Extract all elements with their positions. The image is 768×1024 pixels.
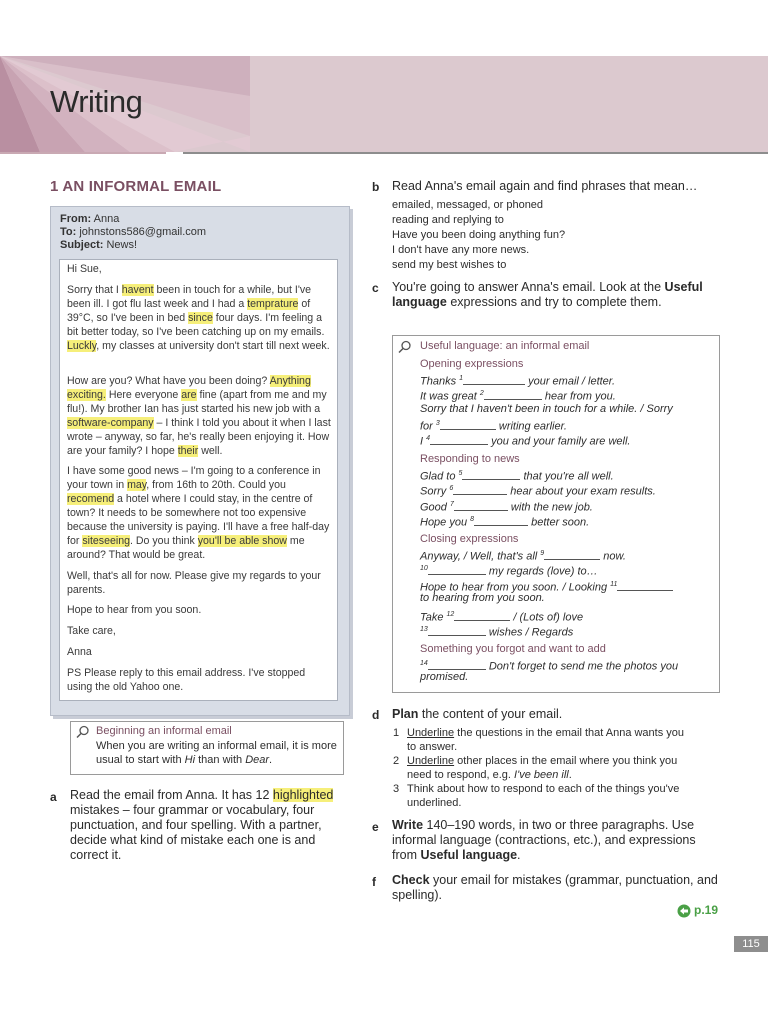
email-signature: Anna (67, 646, 92, 658)
text: Glad to (420, 470, 459, 483)
text: I (420, 435, 427, 448)
text: Sorry (420, 485, 450, 498)
expression-line: promised. (420, 671, 469, 683)
list-item: emailed, messaged, or phoned (392, 199, 544, 211)
fill-in-blank (474, 515, 528, 526)
fill-in-blank (440, 419, 496, 430)
email-subject-row (60, 239, 206, 252)
text: Underline (407, 727, 455, 739)
fill-in-blank (453, 484, 507, 495)
blank-number: 2 (479, 390, 484, 397)
fill-in-blank (617, 580, 673, 591)
expression-line: Sorry that I haven't been in touch for a while. / Sorry (420, 403, 673, 415)
blank-number: 8 (470, 516, 475, 523)
highlighted-word: highlighted (272, 788, 334, 802)
header-rule-right (183, 152, 768, 154)
blank-number: 4 (426, 435, 431, 442)
text: . (568, 769, 572, 781)
task-e-text (392, 818, 724, 863)
task-d-text (392, 707, 722, 722)
list-item: send my best wishes to (392, 259, 507, 271)
list-item: I don't have any more news. (392, 244, 530, 256)
text: your email / letter. (525, 375, 616, 388)
text: . (517, 848, 521, 862)
text: Plan (392, 707, 419, 721)
blank-number: 14 (420, 660, 428, 667)
text: well. (198, 445, 223, 457)
blank-number: 13 (420, 626, 428, 633)
fill-in-blank (428, 564, 486, 575)
text: 140–190 words, in two or three paragraphs. Use informal language (contractions, etc.), and expressions from (392, 818, 696, 862)
text: better soon. (528, 516, 590, 529)
email-postscript: PS Please reply to this email address. I've stopped using the old Yahoo one. (67, 667, 306, 693)
task-a-text (70, 788, 342, 863)
expression-line (420, 622, 715, 641)
text: Hope you (420, 516, 471, 529)
fill-in-blank (454, 610, 510, 621)
text: Think about how to respond to each of the things you've (407, 783, 680, 795)
text: Hi (184, 754, 196, 766)
text: Here everyone (105, 389, 182, 401)
highlighted-mistake: you'll be able show (197, 535, 287, 547)
text: four days. I'm feeling a bit better today, so I've been catching up on my emails. (67, 312, 325, 338)
task-b-phrase-list (392, 198, 722, 273)
to-value: johnstons586@gmail.com (79, 226, 207, 238)
from-label: From: (60, 213, 92, 225)
fill-in-blank (430, 434, 488, 445)
task-c-text (392, 280, 710, 310)
text: I've been ill (514, 769, 569, 781)
highlighted-mistake: Luckly (67, 340, 97, 352)
section-title: AN INFORMAL EMAIL (62, 178, 222, 195)
task-d-letter: d (372, 708, 380, 722)
blank-number: 11 (610, 581, 618, 588)
page-number: 115 (734, 936, 768, 952)
page-reference-link[interactable]: p.19 (694, 903, 719, 917)
highlighted-mistake: their (177, 445, 199, 457)
text: Check (392, 873, 430, 887)
expression-line (420, 431, 715, 450)
subject-value: News! (106, 239, 138, 251)
task-d-item-number: 2 (393, 755, 400, 767)
from-value: Anna (93, 213, 120, 225)
list-item: reading and replying to (392, 214, 504, 226)
text: than with (195, 754, 246, 766)
text: Anyway, / Well, that's all (420, 550, 541, 563)
email-paragraph-5: Hope to hear from you soon. (67, 604, 202, 616)
text: that you're all well. (520, 470, 614, 483)
text: with the new job. (507, 501, 593, 514)
email-paragraph-3 (67, 464, 331, 562)
text: now. (600, 550, 626, 563)
task-d-item-number: 3 (393, 783, 400, 795)
fill-in-blank (463, 374, 525, 385)
email-greeting: Hi Sue, (67, 263, 102, 275)
fill-in-blank (544, 549, 600, 560)
closing-expressions-heading: Closing expressions (420, 533, 519, 545)
text: – I think I told you about it when I last wrote – anyway, so far, he's really been enjoying it. How are your family? I hope (67, 417, 331, 457)
text: , my classes at university don't start till next week. (96, 340, 330, 352)
text: Sorry that I (67, 284, 122, 296)
email-signoff: Take care, (67, 625, 116, 637)
text: your email for mistakes (grammar, punctuation, and spelling). (392, 873, 718, 902)
highlighted-mistake: since (188, 312, 213, 324)
text: It was great (420, 390, 480, 403)
text: need to respond, e.g. (407, 769, 515, 781)
highlighted-mistake: may (127, 479, 147, 491)
text: my regards (love) to… (485, 565, 598, 578)
blank-number: 7 (449, 501, 454, 508)
highlighted-mistake: recomend (67, 493, 115, 505)
text: I have some good news – I'm going to a conference in your town in (67, 465, 321, 491)
opening-expressions-heading: Opening expressions (420, 358, 524, 370)
arrow-left-circle-icon[interactable] (677, 904, 691, 918)
list-item: Have you been doing anything fun? (392, 229, 566, 241)
text: . (269, 754, 273, 766)
text: fine (apart from me and my flu!). My brother Ian has just started his new job with a (67, 389, 327, 415)
text: hear from you. (541, 390, 616, 403)
text: hear about your exam results. (507, 485, 656, 498)
task-d-item-number: 1 (393, 727, 400, 739)
text: underlined. (407, 797, 462, 809)
email-paragraph-4: Well, that's all for now. Please give my regards to your parents. (67, 570, 321, 596)
text: Useful language (420, 848, 518, 862)
task-f-letter: f (372, 875, 376, 889)
task-d-item (407, 782, 725, 810)
fill-in-blank (462, 469, 520, 480)
highlighted-mistake: havent (121, 284, 154, 296)
tip-text (96, 739, 338, 767)
text: Don't forget to send me the photos you (485, 660, 679, 673)
text: Dear (245, 754, 270, 766)
text: mistakes – four grammar or vocabulary, four punctuation, and four spelling. With a partner, decide what kind of mistake each one is and correct it. (70, 803, 322, 862)
text: Read the email from Anna. It has 12 (70, 788, 273, 802)
highlighted-mistake: are (181, 389, 197, 401)
text: for (420, 420, 436, 433)
email-paragraph-2 (67, 374, 331, 458)
fill-in-blank (428, 659, 486, 670)
responding-heading: Responding to news (420, 453, 520, 465)
text: the questions in the email that Anna wants you (454, 727, 685, 739)
useful-language-title: Useful language: an informal email (420, 340, 590, 352)
blank-number: 5 (458, 470, 463, 477)
text: Write (392, 818, 424, 832)
text: of 39°C, so I've been in bed (67, 298, 311, 324)
subject-label: Subject: (60, 239, 104, 251)
blank-number: 3 (435, 420, 440, 427)
text: me around? That would be great. (67, 535, 305, 561)
email-paragraph-1 (67, 283, 331, 353)
task-f-text (392, 873, 724, 903)
magnifier-icon (398, 340, 412, 354)
task-d-item (407, 754, 725, 782)
expression-line (420, 512, 715, 531)
text: When you are writing an informal email, it is more usual to start with (96, 740, 337, 766)
text: wishes / Regards (485, 626, 574, 639)
email-to-row (60, 226, 206, 239)
header-rule-left (0, 152, 166, 154)
text: , from 16th to 20th. Could you (146, 479, 286, 491)
email-header (60, 213, 206, 252)
blank-number: 1 (459, 375, 464, 382)
fill-in-blank (484, 389, 542, 400)
text: a hotel where I could stay, in the centre of town? It needs to be somewhere not too expensive because the university is paying. I'll have a free half-day for (67, 493, 330, 547)
text: Good (420, 501, 450, 514)
forgot-heading: Something you forgot and want to add (420, 643, 606, 655)
text: Hope to hear from you soon. / Looking (420, 581, 611, 594)
text: How are you? What have you been doing? (67, 375, 270, 387)
text: to answer. (407, 741, 458, 753)
task-c-letter: c (372, 281, 379, 295)
highlighted-mistake: software-company (67, 417, 154, 429)
text: You're going to answer Anna's email. Look at the (392, 280, 665, 294)
text: expressions and try to complete them. (446, 295, 662, 309)
blank-number: 12 (446, 611, 455, 618)
page-title: Writing (50, 84, 143, 119)
text: Take (420, 611, 447, 624)
task-a-letter: a (50, 790, 57, 804)
tip-title: Beginning an informal email (96, 725, 232, 737)
text: Underline (407, 755, 455, 767)
blank-number: 9 (540, 550, 545, 557)
text: other places in the email where you think you (454, 755, 678, 767)
text: the content of your email. (418, 707, 563, 721)
task-e-letter: e (372, 820, 379, 834)
magnifier-icon (76, 725, 90, 739)
highlighted-mistake: temprature (247, 298, 299, 310)
text: Thanks (420, 375, 460, 388)
task-b-letter: b (372, 180, 380, 194)
blank-number: 6 (449, 485, 454, 492)
fill-in-blank (428, 625, 486, 636)
highlighted-mistake: Anything exciting. (67, 375, 311, 401)
text: writing earlier. (495, 420, 567, 433)
section-number: 1 (50, 178, 59, 195)
text: Useful language (392, 280, 703, 309)
text: been in touch for a while, but I've been ill. I got flu last week and I had a (67, 284, 312, 310)
fill-in-blank (454, 500, 508, 511)
highlighted-mistake: siteseeing (82, 535, 131, 547)
email-from-row (60, 213, 206, 226)
text: / (Lots of) love (510, 611, 584, 624)
to-label: To: (60, 226, 77, 238)
task-d-item (407, 726, 725, 754)
section-heading (50, 178, 221, 195)
text: you and your family are well. (488, 435, 631, 448)
text: . Do you think (130, 535, 198, 547)
blank-number: 10 (420, 565, 428, 572)
task-b-text: Read Anna's email again and find phrases that mean… (392, 179, 698, 193)
expression-line: to hearing from you soon. (420, 592, 545, 604)
